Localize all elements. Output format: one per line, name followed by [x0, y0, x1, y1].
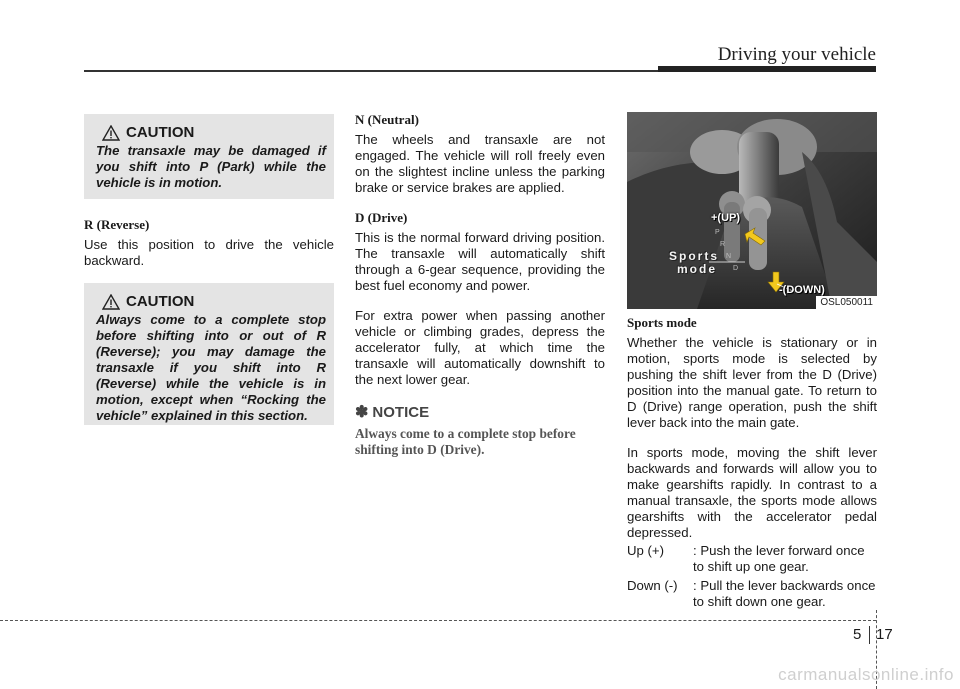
- notice-heading: [355, 402, 605, 422]
- notice-heading-text: NOTICE: [372, 403, 430, 421]
- page-number-separator: [869, 626, 870, 644]
- footer-rule: [0, 620, 876, 621]
- mode-value-down: : Pull the lever backwards once to shift down one gear.: [693, 578, 876, 609]
- caution-box-reverse: [84, 283, 334, 425]
- svg-text:D: D: [733, 265, 739, 272]
- column-right: [627, 112, 877, 610]
- notice-star-icon: ✽: [355, 404, 369, 421]
- header-title: Driving your vehicle: [717, 44, 876, 65]
- drive-text-1: This is the normal forward driving position. The transaxle will automatically shift through a 6-gear sequence, providing the best fuel economy and power.: [355, 230, 605, 293]
- mode-row-up: [627, 543, 877, 575]
- label-sports-mode-2: mode: [677, 262, 718, 276]
- photo-id: OSL050011: [816, 296, 877, 309]
- shift-lever-photo: [627, 112, 877, 309]
- reverse-text: Use this position to drive the vehicle backward.: [84, 237, 334, 268]
- sports-text-2: In sports mode, moving the shift lever backwards and forwards will allow you to make gearshifts rapidly. In contrast to a manual transaxle, the sports mode allows gearshifts with the accelerator pedal depressed.: [627, 445, 877, 540]
- mode-row-down: [627, 578, 877, 610]
- neutral-text: The wheels and transaxle are not engaged. The vehicle will roll freely even on the slightest incline unless the parking brake or service brakes are applied.: [355, 132, 605, 195]
- mode-key-down: Down (-): [627, 578, 678, 593]
- notice-text: Always come to a complete stop before shifting into D (Drive).: [355, 426, 576, 457]
- page-number: 17: [876, 626, 893, 643]
- mode-key-up: Up (+): [627, 543, 665, 558]
- caution-box-park: [84, 114, 334, 199]
- svg-text:P: P: [715, 229, 720, 236]
- label-down: -(DOWN): [779, 284, 825, 296]
- caution-heading-text: CAUTION: [126, 124, 195, 141]
- caution-heading: [102, 293, 326, 310]
- caution-heading: [102, 124, 326, 141]
- caution-text: Always come to a complete stop before shifting into or out of R (Reverse); you may damage the transaxle if you shift into R (Reverse) while the vehicle is in motion, except when “Rocking the vehicle” explained in this section.: [96, 312, 326, 423]
- caution-heading-text: CAUTION: [126, 293, 195, 310]
- chapter-number: 5: [853, 626, 862, 643]
- section-title-sports: Sports mode: [627, 315, 697, 330]
- shift-lever-illustration: [627, 112, 877, 309]
- sports-text-1: Whether the vehicle is stationary or in motion, sports mode is selected by pushing the shift lever from the D (Drive) position into the manual gate. To return to D (Drive) range operation, push the shift lever back into the main gate.: [627, 335, 877, 430]
- mode-value-up: : Push the lever forward once to shift up one gear.: [693, 543, 865, 574]
- svg-text:R: R: [720, 241, 726, 248]
- label-up: +(UP): [711, 212, 741, 224]
- column-middle: [355, 112, 605, 458]
- header-rule-accent: [658, 66, 876, 72]
- warning-triangle-icon: [102, 294, 120, 310]
- section-title-reverse: R (Reverse): [84, 217, 150, 232]
- svg-text:N: N: [726, 253, 732, 260]
- warning-triangle-icon: [102, 125, 120, 141]
- section-title-drive: D (Drive): [355, 210, 408, 225]
- drive-text-2: For extra power when passing another vehicle or climbing grades, depress the accelerator fully, at which time the transaxle will automatically downshift to the next lower gear.: [355, 308, 605, 387]
- label-sports-mode-1: Sports: [669, 249, 720, 263]
- watermark: carmanualsonline.info: [778, 665, 954, 684]
- caution-text: The transaxle may be damaged if you shift into P (Park) while the vehicle is in motion.: [96, 143, 326, 190]
- column-left: [84, 112, 334, 425]
- section-title-neutral: N (Neutral): [355, 112, 419, 127]
